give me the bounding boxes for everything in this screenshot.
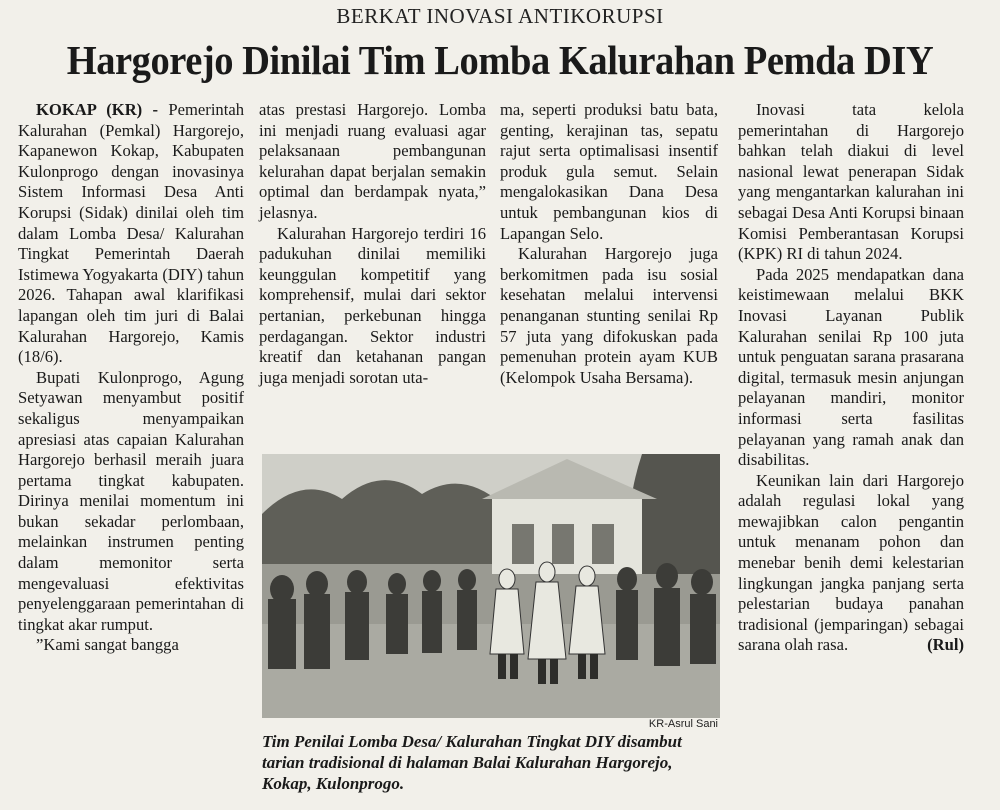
- author-signoff: (Rul): [927, 635, 964, 655]
- text-column-3: [500, 100, 718, 388]
- paragraph-3-start: ”Kami sangat bangga: [36, 635, 179, 655]
- paragraph-2: Bupati Kulonprogo, Agung Setyawan menyambut positif sekaligus menyampaikan apresiasi atas capaian Kalurahan Hargorejo berhasil meraih juara pertama tingkat kabupaten. Dirinya menilai momentum ini bukan sekadar perlombaan, melainkan instrumen penting dalam memonitor serta mengevaluasi efektivitas penyelenggaraan pemerintahan di tingkat akar rumput.: [18, 367, 244, 634]
- paragraph-5: Kalurahan Hargorejo juga berkomitmen pada isu sosial kesehatan melalui intervensi penanganan stunting senilai Rp 57 juta yang difokuskan pada pemenuhan protein ayam KUB (Kelompok Usaha Bersama).: [500, 244, 718, 387]
- paragraph-4-continued: ma, seperti produksi batu bata, genting, kerajinan tas, sepatu rajut serta optimalisasi insentif produk gula semut. Selain mengalokasikan Dana Desa untuk pembangunan kios di Lapangan Selo.: [500, 100, 718, 243]
- article-kicker: BERKAT INOVASI ANTIKORUPSI: [336, 4, 664, 28]
- text-column-1: [18, 100, 244, 656]
- text-column-4: [738, 100, 964, 656]
- paragraph-1: Pemerintah Kalurahan (Pemkal) Hargorejo, Kapanewon Kokap, Kabupaten Kulonprogo dengan inovasinya Sistem Informasi Desa Anti Korupsi (Sidak) dinilai oleh tim dalam Lomba Desa/ Kalurahan Tingkat Pemerintah Daerah Istimewa Yogyakarta (DIY) tahun 2026. Tahapan awal klarifikasi lapangan oleh tim juri di Balai Kalurahan Hargorejo, Kamis (18/6).: [18, 100, 244, 367]
- dateline: KOKAP (KR) -: [36, 100, 159, 119]
- paragraph-7: Pada 2025 mendapatkan dana keistimewaan melalui BKK Inovasi Layanan Publik Kalurahan senilai Rp 100 juta untuk penguatan sarana prasarana digital, termasuk mesin anjungan pelayanan mandiri, monitor informasi serta fasilitas pelayanan yang ramah anak dan disabilitas.: [738, 264, 964, 470]
- text-column-2: [259, 100, 486, 388]
- paragraph-6: Inovasi tata kelola pemerintahan di Hargorejo bahkan telah diakui di level nasional lewat penerapan Sidak yang mengantarkan kalurahan ini sebagai Desa Anti Korupsi binaan Komisi Pemberantasan Korupsi (KPK) RI di tahun 2024.: [738, 100, 964, 264]
- paragraph-4: Kalurahan Hargorejo terdiri 16 padukuhan dinilai memiliki keunggulan kompetitif yang komprehensif, mulai dari sektor pertanian, perkebunan hingga perdagangan. Sektor industri kreatif dan ketahanan pangan juga menjadi sorotan uta-: [259, 223, 486, 387]
- news-photo: [262, 454, 720, 718]
- article-headline: Hargorejo Dinilai Tim Lomba Kalurahan Pemda DIY: [66, 37, 934, 83]
- photo-illustration: [262, 454, 720, 718]
- paragraph-8: [738, 471, 964, 656]
- paragraph-8-text: Keunikan lain dari Hargorejo adalah regulasi lokal yang mewajibkan calon pengantin untuk menanam pohon dan menebar benih demi kelestarian lingkungan jangka panjang serta pelestarian budaya panahan tradisional (jemparingan) sebagai sarana olah rasa.: [738, 470, 964, 655]
- photo-credit: KR-Asrul Sani: [648, 718, 718, 730]
- photo-caption: Tim Penilai Lomba Desa/ Kalurahan Tingkat DIY disambut tarian tradisional di halaman Balai Kalurahan Hargorejo, Kokap, Kulonprogo.: [262, 732, 682, 793]
- lead-paragraph: [18, 100, 244, 368]
- paragraph-3-continued: atas prestasi Hargorejo. Lomba ini menjadi ruang evaluasi agar pelaksanaan pembangunan kelurahan dapat berjalan semakin optimal dan berdampak nyata,” jelasnya.: [259, 100, 486, 222]
